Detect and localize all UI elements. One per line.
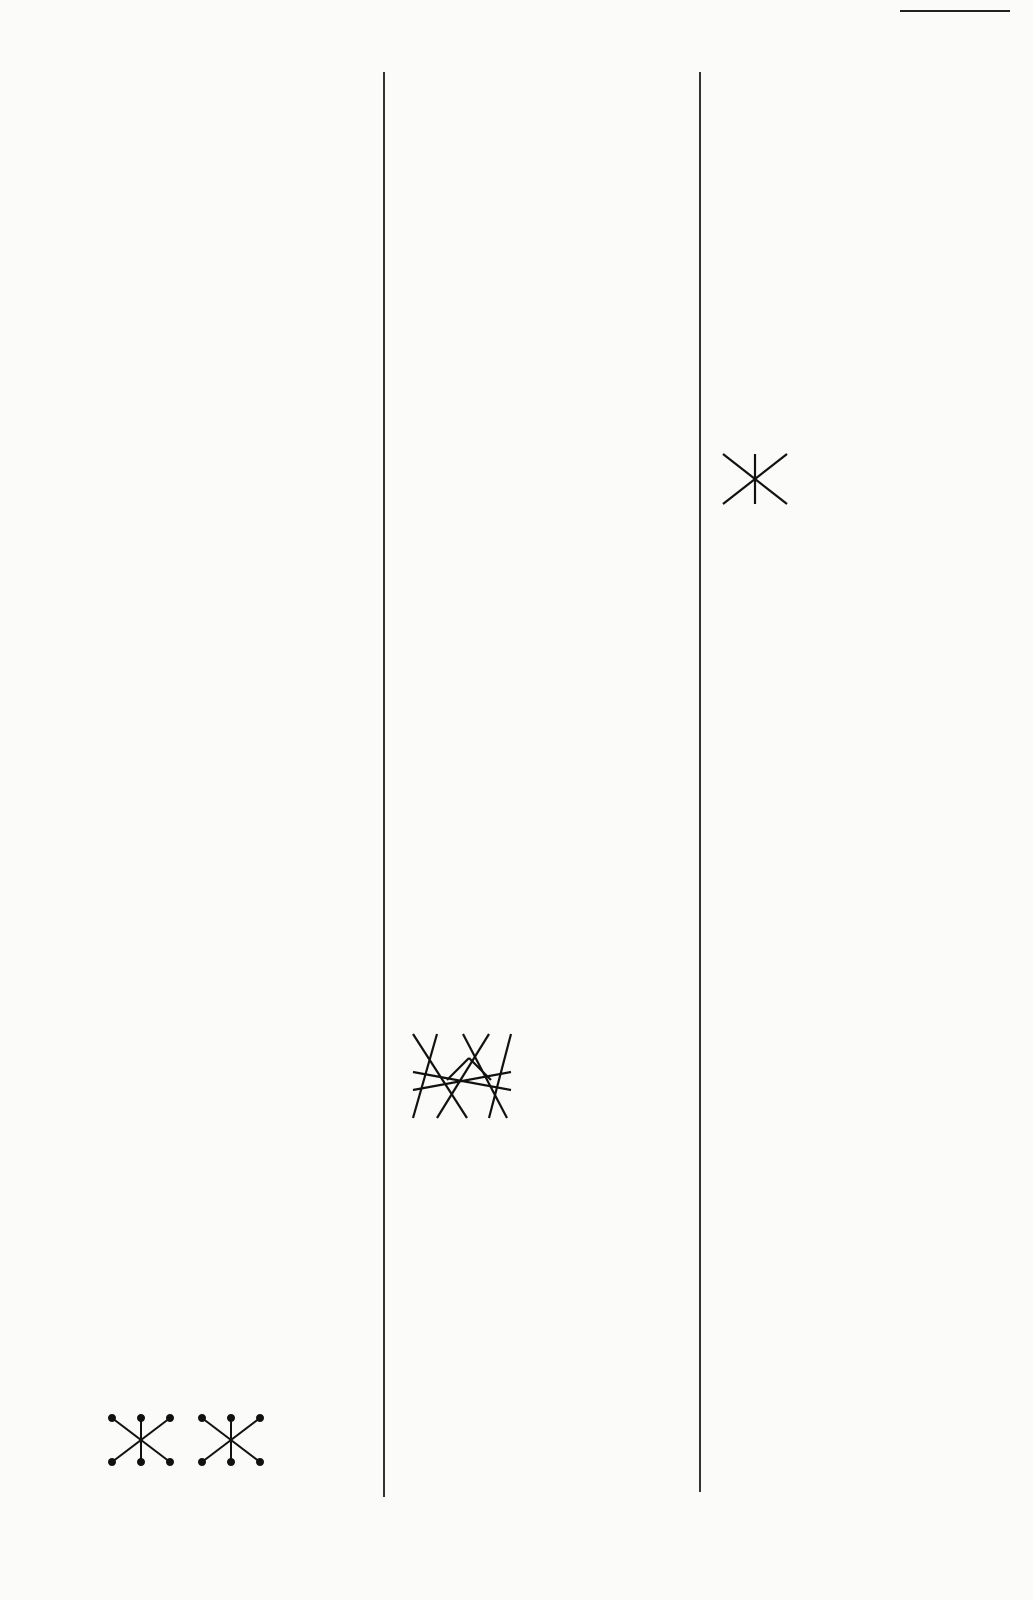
matching-lines-figure: [717, 448, 807, 512]
column-1: [0, 0, 383, 1600]
watermark: [840, 1520, 1025, 1595]
matching-lines-figure: [407, 1028, 517, 1124]
column-3: [701, 0, 1033, 1600]
matching-lines-figure: [104, 1410, 274, 1470]
column-2: [385, 0, 699, 1600]
